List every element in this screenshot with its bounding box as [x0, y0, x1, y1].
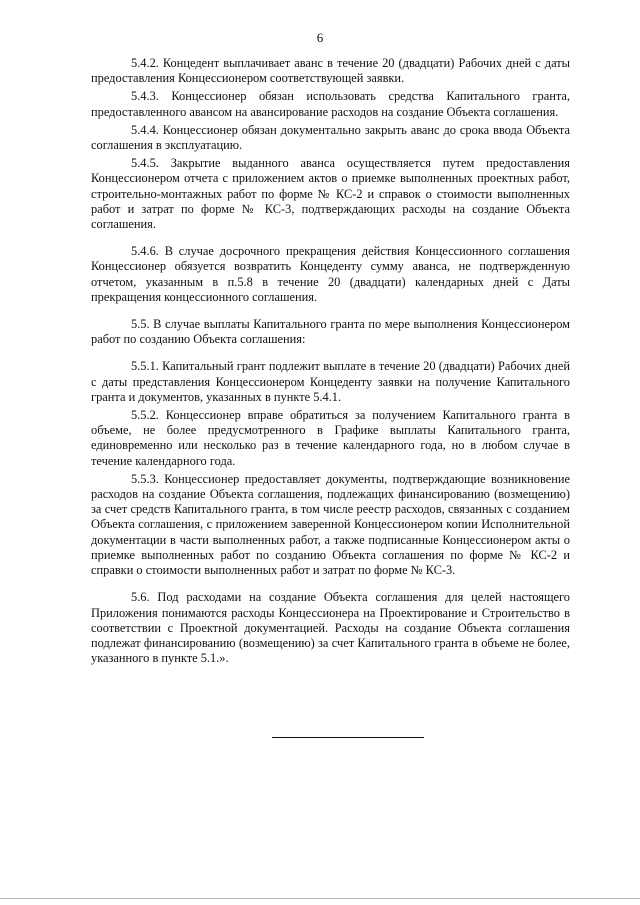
- paragraph-5-5: 5.5. В случае выплаты Капитального гранта по мере выполнения Концессионером работ по созданию Объекта соглашения:: [91, 317, 570, 347]
- end-separator-line: [272, 737, 424, 738]
- spacer: [91, 308, 570, 317]
- paragraph-5-4-5: 5.4.5. Закрытие выданного аванса осуществляется путем предоставления Концессионером отчета с приложением актов о приемке выполненных проектных работ, строительно-монтажных работ по форме № КС-2 и справок о стоимости выполненных работ и затрат по форме № КС-3, подтверждающих расходы на создание Объекта соглашения.: [91, 156, 570, 232]
- spacer: [91, 581, 570, 590]
- spacer: [91, 350, 570, 359]
- paragraph-5-6: 5.6. Под расходами на создание Объекта соглашения для целей настоящего Приложения понимаются расходы Концессионера на Проектирование и Строительство в соответствии с Проектной документацией. Расходы на создание Объекта соглашения подлежат финансированию (возмещению) за счет Капитального гранта в объеме не более, указанного в пункте 5.1.».: [91, 590, 570, 666]
- paragraph-5-5-1: 5.5.1. Капитальный грант подлежит выплате в течение 20 (двадцати) Рабочих дней с даты представления Концессионером Концеденту заявки на получение Капитального гранта и документов, указанных в пункте 5.4.1.: [91, 359, 570, 404]
- spacer: [91, 235, 570, 244]
- paragraph-5-4-6: 5.4.6. В случае досрочного прекращения действия Концессионного соглашения Концессионер обязуется возвратить Концеденту сумму аванса, не подтвержденную отчетом, указанным в п.5.8 в течение 20 (двадцати) календарных дней с Даты прекращения концессионного соглашения.: [91, 244, 570, 304]
- paragraph-5-4-2: 5.4.2. Концедент выплачивает аванс в течение 20 (двадцати) Рабочих дней с даты предоставления Концессионером соответствующей заявки.: [91, 56, 570, 86]
- document-body: [91, 56, 570, 669]
- paragraph-5-5-2: 5.5.2. Концессионер вправе обратиться за получением Капитального гранта в объеме, не более предусмотренного в Графике выплаты Капитального гранта, единовременно или несколько раз в течение календарного года, но в любом случае в течение календарного года.: [91, 408, 570, 468]
- paragraph-5-5-3: 5.5.3. Концессионер предоставляет документы, подтверждающие возникновение расходов на создание Объекта соглашения, подлежащих финансированию (возмещению) за счет средств Капитального гранта, в том числе реестр расходов, связанных с созданием Объекта соглашения, с приложением заверенной Концессионером копии Исполнительной документации в части выполненных работ, а также подписанные Концессионером акты о приемке выполненных работ по созданию Объекта соглашения по форме № КС-2 и справки о стоимости выполненных работ и затрат по форме № КС-3.: [91, 471, 570, 578]
- page-number: 6: [316, 30, 324, 45]
- scan-edge-line: [0, 898, 640, 899]
- paragraph-5-4-3: 5.4.3. Концессионер обязан использовать средства Капитального гранта, предоставленного авансом на авансирование расходов на создание Объекта соглашения.: [91, 89, 570, 119]
- paragraph-5-4-4: 5.4.4. Концессионер обязан документально закрыть аванс до срока ввода Объекта соглашения в эксплуатацию.: [91, 122, 570, 153]
